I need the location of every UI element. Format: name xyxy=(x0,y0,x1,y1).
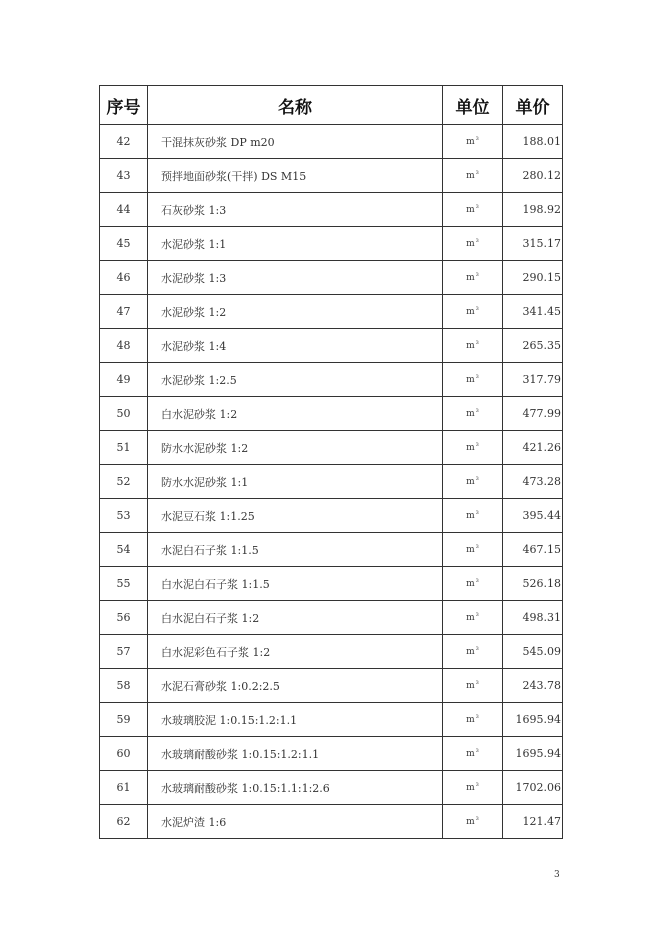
table-row xyxy=(100,329,563,363)
cell-name: 水泥炉渣 1:6 xyxy=(148,805,443,839)
cell-name: 水泥砂浆 1:2.5 xyxy=(148,363,443,397)
table-row xyxy=(100,703,563,737)
cell-unit xyxy=(443,261,503,295)
cell-unit xyxy=(443,771,503,805)
unit-base: m xyxy=(466,307,475,317)
cell-no: 54 xyxy=(100,533,148,567)
cell-price: 121.47 xyxy=(503,805,563,839)
cell-unit xyxy=(443,227,503,261)
cell-unit xyxy=(443,737,503,771)
cell-price: 280.12 xyxy=(503,159,563,193)
cell-name: 白水泥彩色石子浆 1:2 xyxy=(148,635,443,669)
cell-no: 61 xyxy=(100,771,148,805)
cell-unit xyxy=(443,805,503,839)
unit-exponent: 3 xyxy=(475,782,479,788)
cell-price: 421.26 xyxy=(503,431,563,465)
header-no: 序号 xyxy=(100,86,148,125)
header-unit: 单位 xyxy=(443,86,503,125)
cell-price: 317.79 xyxy=(503,363,563,397)
cell-no: 48 xyxy=(100,329,148,363)
unit-base: m xyxy=(466,239,475,249)
table-row xyxy=(100,465,563,499)
table-row xyxy=(100,635,563,669)
cell-unit xyxy=(443,125,503,159)
unit-exponent: 3 xyxy=(475,306,479,312)
cell-name: 水玻璃耐酸砂浆 1:0.15:1.2:1.1 xyxy=(148,737,443,771)
cell-price: 265.35 xyxy=(503,329,563,363)
cell-unit xyxy=(443,193,503,227)
cell-unit xyxy=(443,159,503,193)
unit-exponent: 3 xyxy=(475,272,479,278)
cell-name: 水泥石膏砂浆 1:0.2:2.5 xyxy=(148,669,443,703)
unit-exponent: 3 xyxy=(475,340,479,346)
unit-exponent: 3 xyxy=(475,680,479,686)
table-row xyxy=(100,499,563,533)
cell-no: 59 xyxy=(100,703,148,737)
cell-name: 白水泥白石子浆 1:1.5 xyxy=(148,567,443,601)
cell-price: 477.99 xyxy=(503,397,563,431)
cell-no: 49 xyxy=(100,363,148,397)
table-row xyxy=(100,533,563,567)
cell-price: 315.17 xyxy=(503,227,563,261)
unit-base: m xyxy=(466,137,475,147)
table-row xyxy=(100,805,563,839)
price-table xyxy=(99,85,563,839)
cell-unit xyxy=(443,397,503,431)
cell-unit xyxy=(443,601,503,635)
table-row xyxy=(100,737,563,771)
cell-name: 水泥豆石浆 1:1.25 xyxy=(148,499,443,533)
cell-price: 1695.94 xyxy=(503,703,563,737)
cell-name: 水玻璃耐酸砂浆 1:0.15:1.1:1:2.6 xyxy=(148,771,443,805)
unit-exponent: 3 xyxy=(475,714,479,720)
table-row xyxy=(100,363,563,397)
unit-base: m xyxy=(466,715,475,725)
header-price: 单价 xyxy=(503,86,563,125)
cell-price: 341.45 xyxy=(503,295,563,329)
cell-price: 545.09 xyxy=(503,635,563,669)
cell-name: 石灰砂浆 1:3 xyxy=(148,193,443,227)
unit-exponent: 3 xyxy=(475,408,479,414)
cell-unit xyxy=(443,703,503,737)
cell-price: 395.44 xyxy=(503,499,563,533)
table-row xyxy=(100,567,563,601)
cell-price: 198.92 xyxy=(503,193,563,227)
unit-exponent: 3 xyxy=(475,748,479,754)
cell-no: 50 xyxy=(100,397,148,431)
unit-base: m xyxy=(466,273,475,283)
cell-no: 47 xyxy=(100,295,148,329)
unit-base: m xyxy=(466,613,475,623)
cell-no: 58 xyxy=(100,669,148,703)
cell-unit xyxy=(443,669,503,703)
cell-unit xyxy=(443,635,503,669)
cell-no: 51 xyxy=(100,431,148,465)
cell-price: 1695.94 xyxy=(503,737,563,771)
table-row xyxy=(100,125,563,159)
cell-name: 水泥砂浆 1:1 xyxy=(148,227,443,261)
unit-exponent: 3 xyxy=(475,578,479,584)
unit-exponent: 3 xyxy=(475,816,479,822)
unit-base: m xyxy=(466,171,475,181)
unit-base: m xyxy=(466,409,475,419)
cell-price: 290.15 xyxy=(503,261,563,295)
table-row xyxy=(100,397,563,431)
cell-no: 42 xyxy=(100,125,148,159)
unit-base: m xyxy=(466,511,475,521)
cell-price: 243.78 xyxy=(503,669,563,703)
unit-base: m xyxy=(466,817,475,827)
unit-base: m xyxy=(466,341,475,351)
cell-unit xyxy=(443,465,503,499)
cell-name: 干混抹灰砂浆 DP m20 xyxy=(148,125,443,159)
table-row xyxy=(100,261,563,295)
table-row xyxy=(100,431,563,465)
table-row xyxy=(100,159,563,193)
table-row xyxy=(100,601,563,635)
unit-base: m xyxy=(466,647,475,657)
cell-price: 498.31 xyxy=(503,601,563,635)
unit-base: m xyxy=(466,545,475,555)
cell-name: 白水泥白石子浆 1:2 xyxy=(148,601,443,635)
cell-no: 52 xyxy=(100,465,148,499)
unit-exponent: 3 xyxy=(475,170,479,176)
cell-name: 水泥砂浆 1:2 xyxy=(148,295,443,329)
unit-exponent: 3 xyxy=(475,204,479,210)
cell-unit xyxy=(443,329,503,363)
cell-name: 水泥砂浆 1:4 xyxy=(148,329,443,363)
unit-exponent: 3 xyxy=(475,544,479,550)
cell-unit xyxy=(443,295,503,329)
cell-no: 60 xyxy=(100,737,148,771)
unit-base: m xyxy=(466,477,475,487)
table-row xyxy=(100,295,563,329)
cell-no: 57 xyxy=(100,635,148,669)
cell-unit xyxy=(443,533,503,567)
unit-base: m xyxy=(466,681,475,691)
unit-base: m xyxy=(466,783,475,793)
cell-price: 188.01 xyxy=(503,125,563,159)
unit-exponent: 3 xyxy=(475,136,479,142)
cell-price: 1702.06 xyxy=(503,771,563,805)
cell-no: 55 xyxy=(100,567,148,601)
page-number: 3 xyxy=(554,870,560,880)
table-header-row xyxy=(100,86,563,125)
cell-unit xyxy=(443,567,503,601)
cell-no: 46 xyxy=(100,261,148,295)
unit-exponent: 3 xyxy=(475,646,479,652)
table-row xyxy=(100,669,563,703)
cell-no: 44 xyxy=(100,193,148,227)
cell-price: 526.18 xyxy=(503,567,563,601)
unit-base: m xyxy=(466,443,475,453)
unit-exponent: 3 xyxy=(475,476,479,482)
cell-unit xyxy=(443,431,503,465)
cell-no: 56 xyxy=(100,601,148,635)
cell-unit xyxy=(443,499,503,533)
cell-no: 62 xyxy=(100,805,148,839)
cell-price: 467.15 xyxy=(503,533,563,567)
cell-name: 水玻璃胶泥 1:0.15:1.2:1.1 xyxy=(148,703,443,737)
table-row xyxy=(100,227,563,261)
cell-name: 防水水泥砂浆 1:1 xyxy=(148,465,443,499)
unit-exponent: 3 xyxy=(475,510,479,516)
unit-base: m xyxy=(466,375,475,385)
cell-name: 防水水泥砂浆 1:2 xyxy=(148,431,443,465)
table-body xyxy=(100,125,563,839)
unit-exponent: 3 xyxy=(475,238,479,244)
cell-name: 白水泥砂浆 1:2 xyxy=(148,397,443,431)
unit-base: m xyxy=(466,205,475,215)
unit-base: m xyxy=(466,749,475,759)
unit-exponent: 3 xyxy=(475,442,479,448)
cell-name: 水泥砂浆 1:3 xyxy=(148,261,443,295)
unit-exponent: 3 xyxy=(475,612,479,618)
cell-no: 45 xyxy=(100,227,148,261)
header-name: 名称 xyxy=(148,86,443,125)
cell-name: 预拌地面砂浆(干拌) DS M15 xyxy=(148,159,443,193)
cell-no: 43 xyxy=(100,159,148,193)
cell-no: 53 xyxy=(100,499,148,533)
table-row xyxy=(100,771,563,805)
cell-name: 水泥白石子浆 1:1.5 xyxy=(148,533,443,567)
cell-price: 473.28 xyxy=(503,465,563,499)
cell-unit xyxy=(443,363,503,397)
unit-base: m xyxy=(466,579,475,589)
unit-exponent: 3 xyxy=(475,374,479,380)
table-row xyxy=(100,193,563,227)
